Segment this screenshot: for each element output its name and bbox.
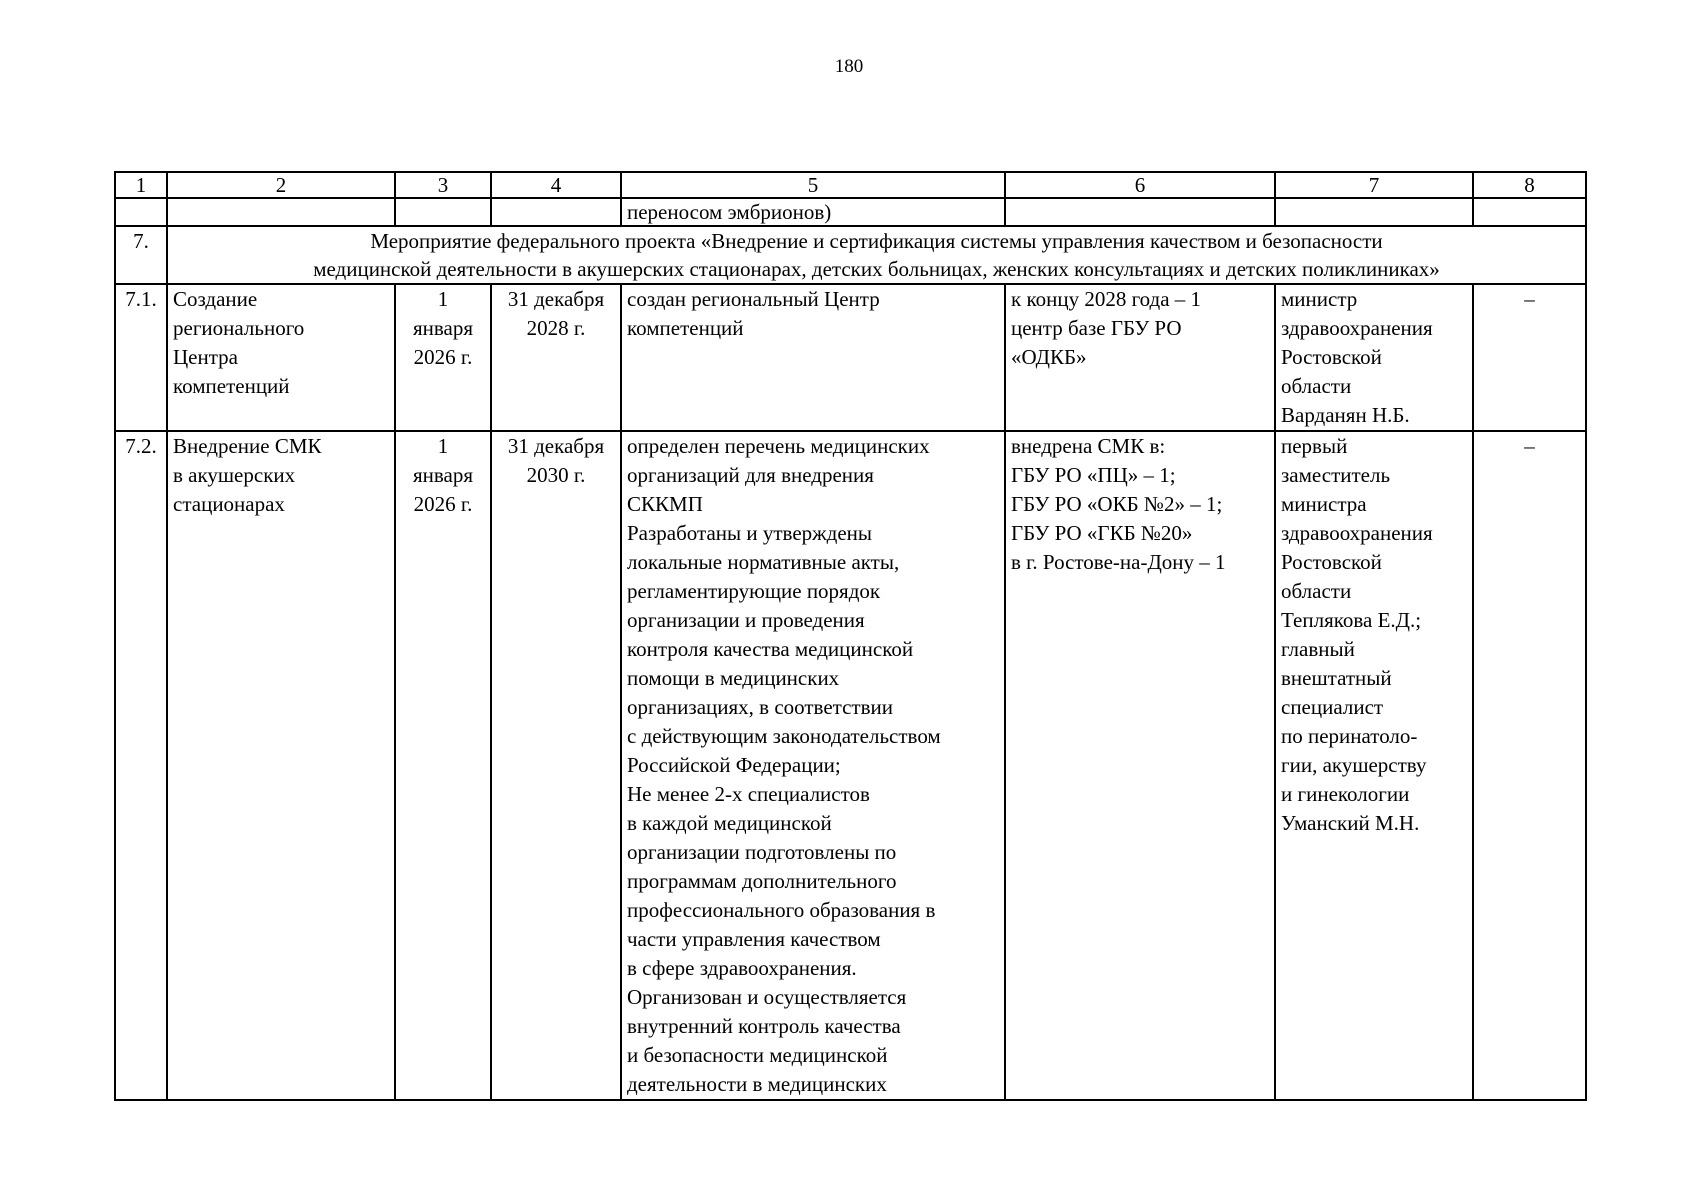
text-line: Организован и осуществляется (627, 985, 907, 1009)
text-line: части управления качеством (627, 927, 881, 951)
text-line: и гинекологии (1281, 782, 1410, 806)
column-header: 7 (1275, 172, 1473, 198)
table-cell (167, 198, 395, 226)
text-line: внештатный (1281, 666, 1392, 690)
text-line: компетенций (173, 374, 290, 398)
section-title-line: медицинской деятельности в акушерских стационарах, детских больницах, женских консультациях и детских поликлиниках» (313, 257, 1440, 281)
text-line: Уманский М.Н. (1281, 811, 1420, 835)
text-line: с действующим законодательством (627, 724, 941, 748)
text-line: гии, акушерству (1281, 753, 1427, 777)
text-line: контроля качества медицинской (627, 637, 914, 661)
text-line: организации и проведения (627, 608, 865, 632)
text-line: компетенций (627, 316, 744, 340)
text-line: Ростовской (1281, 550, 1382, 574)
text-line: Создание (173, 287, 258, 311)
text-line: в сфере здравоохранения. (627, 956, 857, 980)
text-line: Внедрение СМК (173, 434, 322, 458)
text-line: министра (1281, 492, 1367, 516)
text-line: деятельности в медицинских (627, 1072, 887, 1096)
column-header-row (115, 172, 1586, 198)
plan-table (114, 171, 1587, 1101)
text-line: локальные нормативные акты, (627, 550, 900, 574)
text-line: 2026 г. (413, 345, 473, 369)
text-line: в г. Ростове-на-Дону – 1 (1011, 550, 1226, 574)
text-line: СККМП (627, 492, 703, 516)
text-line: января (412, 463, 474, 487)
table-cell: переносом эмбрионов) (621, 198, 1005, 226)
column-8-value: – (1473, 284, 1586, 431)
column-header: 1 (115, 172, 167, 198)
text-line: в каждой медицинской (627, 811, 832, 835)
text-line: организаций для внедрения (627, 463, 874, 487)
page-number: 180 (834, 56, 864, 77)
text-line: и безопасности медицинской (627, 1043, 888, 1067)
table-cell (115, 198, 167, 226)
row-number: 7.2. (115, 431, 167, 1100)
indicator (1005, 431, 1275, 1100)
result (621, 284, 1005, 431)
text-line: Разработаны и утверждены (627, 521, 873, 545)
text-line: Не менее 2-х специалистов (627, 782, 870, 806)
continuation-row (115, 198, 1586, 226)
text-line: Российской Федерации; (627, 753, 841, 777)
start-date (395, 431, 491, 1100)
column-header: 4 (491, 172, 621, 198)
section-title (167, 226, 1586, 284)
text-line: внутренний контроль качества (627, 1014, 901, 1038)
text-line: 31 декабря (507, 287, 605, 311)
text-line: внедрена СМК в: (1011, 434, 1166, 458)
text-line: Ростовской (1281, 345, 1382, 369)
text-line: ГБУ РО «ГКБ №20» (1011, 521, 1193, 545)
end-date (491, 284, 621, 431)
text-line: 2026 г. (413, 492, 473, 516)
section-number: 7. (115, 226, 167, 284)
text-line: стационарах (173, 492, 285, 516)
text-line: министр (1281, 287, 1358, 311)
text-line: 31 декабря (507, 434, 605, 458)
table-row (115, 431, 1586, 1100)
text-line: определен перечень медицинских (627, 434, 930, 458)
section-row (115, 226, 1586, 284)
responsible (1275, 284, 1473, 431)
column-8-value: – (1473, 431, 1586, 1100)
table-cell (1005, 198, 1275, 226)
text-line: профессионального образования в (627, 898, 936, 922)
text-line: области (1281, 374, 1352, 398)
text-line: специалист (1281, 695, 1384, 719)
text-line: по перинатоло- (1281, 724, 1418, 748)
text-line: 2030 г. (526, 463, 586, 487)
text-line: организациях, в соответствии (627, 695, 893, 719)
measure-name (167, 431, 395, 1100)
text-line: регламентирующие порядок (627, 579, 881, 603)
text-line: первый (1281, 434, 1348, 458)
text-line: ГБУ РО «ПЦ» – 1; (1011, 463, 1176, 487)
text-line: регионального (173, 316, 305, 340)
text-line: Теплякова Е.Д.; (1281, 608, 1422, 632)
column-header: 2 (167, 172, 395, 198)
column-header: 8 (1473, 172, 1586, 198)
text-line: «ОДКБ» (1011, 345, 1087, 369)
text-line: к концу 2028 года – 1 (1011, 287, 1202, 311)
text-line: центр базе ГБУ РО (1011, 316, 1182, 340)
table-cell (1473, 198, 1586, 226)
text-line: в акушерских (173, 463, 296, 487)
column-header: 3 (395, 172, 491, 198)
text-line: Варданян Н.Б. (1281, 403, 1410, 427)
text-line: области (1281, 579, 1352, 603)
table-cell (1275, 198, 1473, 226)
text-line: главный (1281, 637, 1355, 661)
text-line: здравоохранения (1281, 316, 1433, 340)
result (621, 431, 1005, 1100)
text-line: программам дополнительного (627, 869, 897, 893)
text-line: Центра (173, 345, 238, 369)
table-cell (491, 198, 621, 226)
text-line: здравоохранения (1281, 521, 1433, 545)
column-header: 5 (621, 172, 1005, 198)
text-line: организации подготовлены по (627, 840, 897, 864)
table-row (115, 284, 1586, 431)
text-line: помощи в медицинских (627, 666, 840, 690)
text-line: 2028 г. (526, 316, 586, 340)
measure-name (167, 284, 395, 431)
text-line: 1 (437, 434, 449, 458)
indicator (1005, 284, 1275, 431)
section-title-line: Мероприятие федерального проекта «Внедрение и сертификация системы управления качеством и безопасности (370, 229, 1383, 253)
responsible (1275, 431, 1473, 1100)
end-date (491, 431, 621, 1100)
table-cell (395, 198, 491, 226)
text-line: ГБУ РО «ОКБ №2» – 1; (1011, 492, 1223, 516)
start-date (395, 284, 491, 431)
text-line: января (412, 316, 474, 340)
text-line: создан региональный Центр (627, 287, 880, 311)
text-line: 1 (437, 287, 449, 311)
text-line: заместитель (1281, 463, 1391, 487)
row-number: 7.1. (115, 284, 167, 431)
column-header: 6 (1005, 172, 1275, 198)
